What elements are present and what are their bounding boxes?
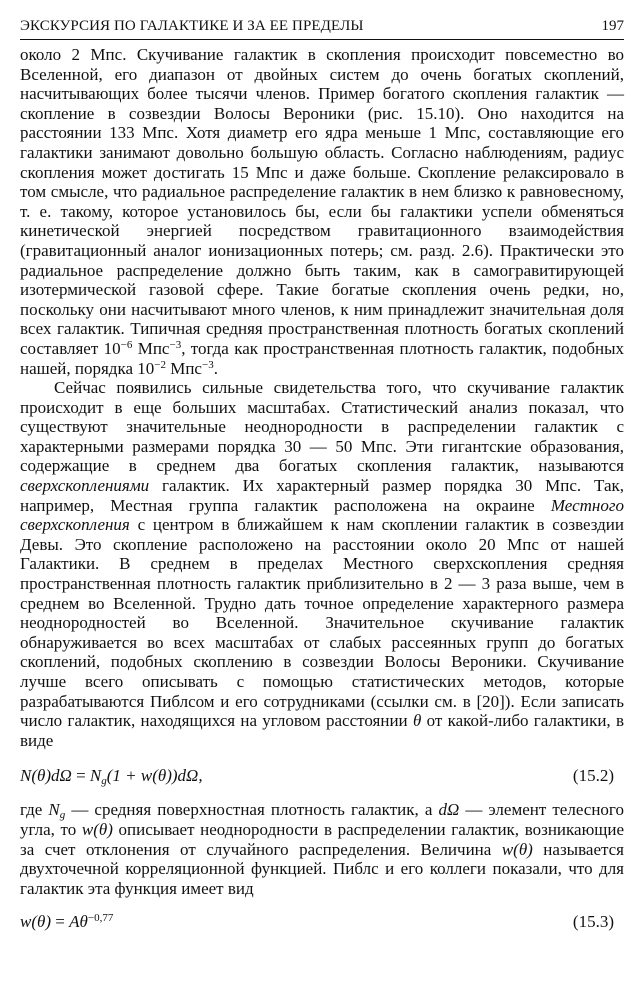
page-number: 197	[601, 18, 624, 34]
equation-15-3-formula: $w(\theta) = A\theta^{-0,77}$	[20, 912, 114, 932]
density-1: $10^{-6}$ Мпс$^{-3}$	[103, 338, 182, 358]
equation-15-3-number: (15.3)	[572, 912, 614, 932]
w-theta-1: w(θ)	[81, 819, 113, 839]
ng-symbol: $N_g$	[48, 800, 66, 822]
header-rule	[20, 39, 624, 40]
term-superclusters: сверхскоплениями	[20, 476, 150, 496]
paragraph-1-text-2: , тогда как пространственная плотность галактик, подобных нашей, порядка	[20, 338, 625, 378]
paragraph-2	[20, 378, 624, 750]
equation-15-3	[20, 910, 624, 934]
domega-symbol: dΩ	[438, 800, 460, 820]
paragraph-1-text: около 2 Мпс. Скучивание галактик в скопления происходит повсеместно во Вселенной, его диапазон от двойных систем до очень богатых скоплений, насчитывающих более тысячи членов. Пример богатого скопления галактик — скопление в созвездии Волосы Вероники (рис. 15.10). Оно находится на расстоянии 133 Мпс. Хотя диаметр его ядра меньше 1 Мпс, составляющие его галактики занимают довольно большую область. Согласно наблюдениям, радиус скопления может достигать 15 Мпс и даже больше. Скопление релаксировало в том смысле, что радиальное распределение галактик в нем близко к равновесному, т. е. такому, которое установилось бы, если бы галактики успели обменяться кинетической энергией посредством гравитационного взаимодействия (гравитационный аналог ионизационных потерь; см. разд. 2.6). Практически это радиальное распределение должно быть таким, как в самогравитирующей изотермической газовой сфере. Такие богатые скопления очень редки, но, поскольку они насчитывают много членов, к ним принадлежит значительная доля всех галактик. Типичная средняя пространственная плотность богатых скоплений составляет	[20, 45, 624, 358]
paragraph-2-text-3: с центром в ближайшем к нам скоплении галактик в созвездии Девы. Это скопление расположено на расстоянии около 20 Мпс от нашей Галактики. В среднем в пределах Местного сверхскопления средняя пространственная плотность галактик приблизительно в 2 — 3 раза выше, чем в среднем во Вселенной. Трудно дать точное определение характерного размера неоднородностей во Вселенной. Значительное скучивание галактик обнаруживается во всех масштабах от слабых рассеянных групп до богатых скоплений, подобных скоплению в созвездии Волосы Вероники. Скучивание лучше всего описывать с помощью статистических методов, которые разрабатываются Пиблсом и его сотрудниками (ссылки см. в [20]). Если записать число галактик, находящихся на угловом расстоянии	[20, 515, 624, 731]
paragraph-1-text-3: .	[213, 358, 218, 378]
theta-symbol: θ	[412, 711, 422, 731]
running-title: ЭКСКУРСИЯ ПО ГАЛАКТИКЕ И ЗА ЕЕ ПРЕДЕЛЫ	[20, 18, 364, 34]
density-2: $10^{-2}$ Мпс$^{-3}$	[137, 358, 214, 378]
paragraph-2-text: Сейчас появились сильные свидетельства того, что скучивание галактик происходит в еще больших масштабах. Статистический анализ показал, что существуют значительные неоднородности в распределении галактик с характерными размерами порядка 30 — 50 Мпс. Эти гигантские образования, содержащие в среднем два богатых скопления галактик, называются	[20, 378, 624, 476]
page-body	[20, 45, 624, 934]
equation-15-2-formula: $N(\theta)d\Omega = N_g(1 + w(\theta))d\Omega$,	[20, 766, 203, 788]
term-local-supercluster: Местного сверхскопления	[20, 495, 624, 535]
equation-15-2	[20, 764, 624, 788]
paragraph-1	[20, 45, 624, 378]
w-theta-2: w(θ)	[501, 839, 533, 859]
paragraph-2-text-2: галактик. Их характерный размер порядка 30 Мпс. Так, например, Местная группа галактик расположена на окраине	[20, 476, 624, 515]
paragraph-3: где $N_g$ — средняя поверхностная плотность галактик, а dΩ — элемент телесного угла, то w(θ) описывает неоднородности в распределении галактик, возникающие за счет отклонения от случайного распределения. Величина w(θ) называется двухточечной корреляционной функцией. Пиблс и его коллеги показали, что для галактик эта функция имеет вид	[20, 800, 624, 898]
page-header	[20, 16, 624, 40]
equation-15-2-number: (15.2)	[572, 766, 614, 786]
paragraph-2-text-4: от какой-либо галактики, в виде	[20, 711, 624, 750]
